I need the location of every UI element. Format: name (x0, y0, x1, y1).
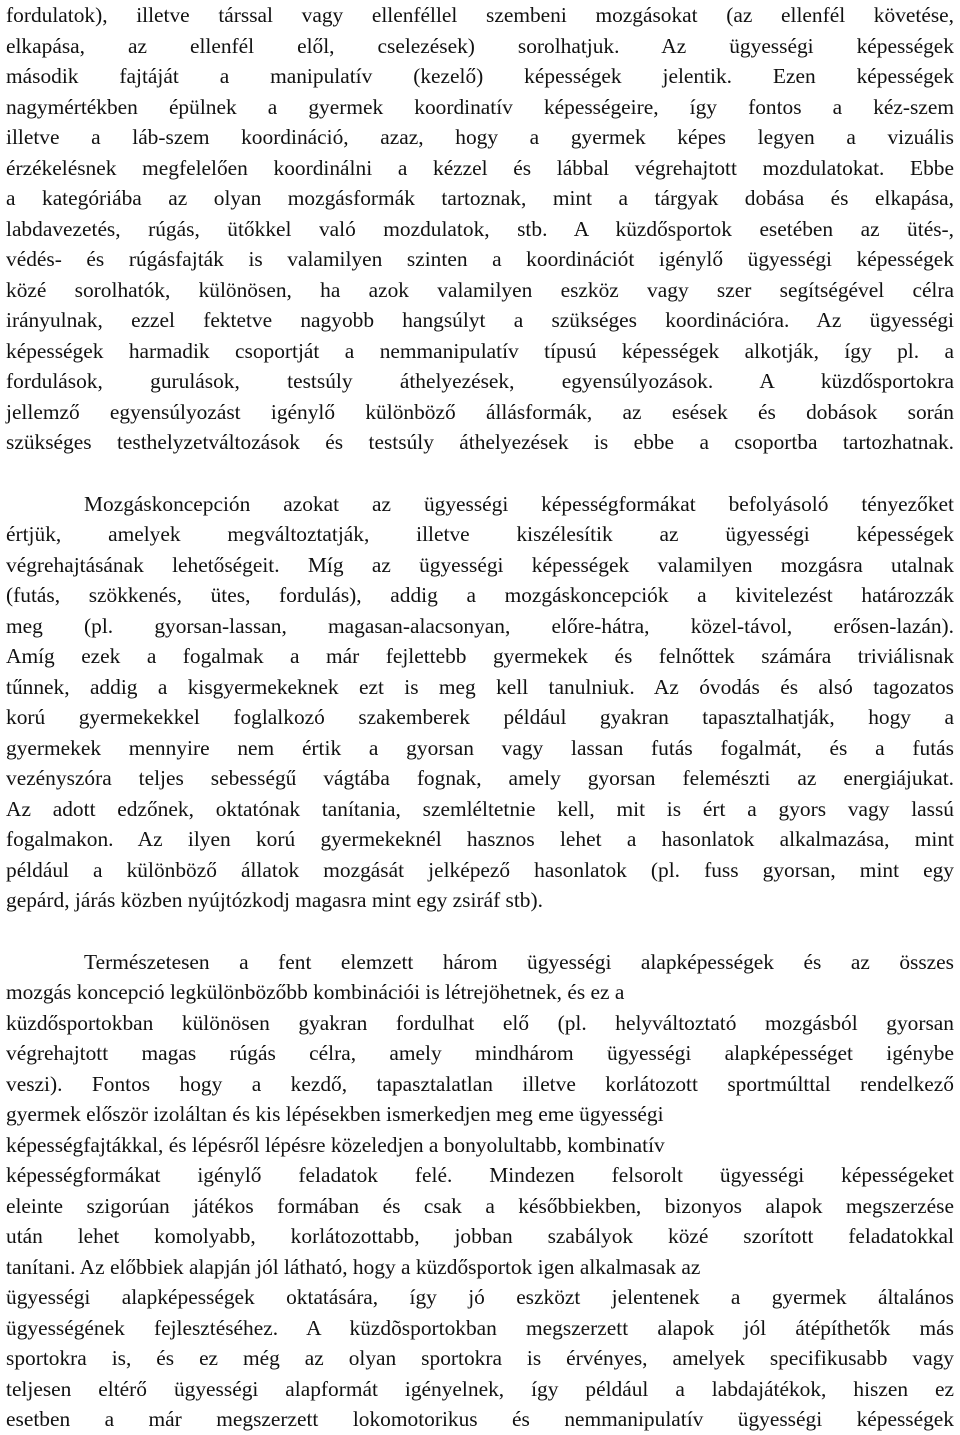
text-line: vezényszóra teljes sebességű vágtába fognak, amely gyorsan felemészti az energiájukat. (6, 766, 954, 790)
text-line: ügyességi alapképességek oktatására, így jó eszközt jelentenek a gyermek általános (6, 1285, 954, 1309)
text-line: fogalmakon. Az ilyen korú gyermekeknél hasznos lehet a hasonlatok alkalmazása, mint (6, 827, 954, 851)
text-line: tanítani. Az előbbiek alapján jól látható, hogy a küzdősportok igen alkalmasak az (6, 1254, 701, 1279)
text-line: tűnnek, addig a kisgyermekeknek ezt is meg kell tanulniuk. Az óvodás és alsó tagozatos (6, 674, 954, 699)
text-line: Az adott edzőnek, oktatónak tanítania, szemléltetnie kell, mit is ért a gyors vagy lassú (6, 796, 954, 821)
text-line: meg (pl. gyorsan-lassan, magasan-alacsonyan, előre-hátra, közel-távol, erősen-lazán). (6, 613, 954, 638)
text-line: például a különböző állatok mozgását jelképező hasonlatok (pl. fuss gyorsan, mint egy (6, 857, 954, 882)
text-line: a kategóriába az olyan mozgásformák tartoznak, mint a tárgyak dobása és elkapása, (6, 186, 954, 210)
text-line: esetben a már megszerzett lokomotorikus és nemmanipulatív ügyességi képességek (6, 1407, 954, 1431)
text-line: szükséges testhelyzetváltozások és testsúly áthelyezések is ebbe a csoportba tartozhatnak. (6, 430, 954, 454)
text-line: képességfajtákkal, és lépésről lépésre közeledjen a bonyolultabb, kombinatív (6, 1132, 665, 1157)
text-line: végrehajtott magas rúgás célra, amely mindhárom ügyességi alapképességet igénybe (6, 1041, 954, 1065)
text-line: fordulatok), illetve társsal vagy ellenféllel szembeni mozgásokat (az ellenfél követése, (6, 3, 954, 27)
text-line: mozgás koncepció legkülönbözőbb kombinációi is létrejöhetnek, és ez a (6, 980, 625, 1004)
text-line: sportokra is, és ez még az olyan sportokra is érvényes, amelyek specifikusabb vagy (6, 1346, 954, 1370)
text-line: irányulnak, ezzel fektetve nagyobb hangsúlyt a szükséges koordinációra. Az ügyességi (6, 308, 954, 332)
paragraph-3 (6, 947, 954, 1435)
text-line: elkapása, az ellenfél elől, cselezések) sorolhatjuk. Az ügyességi képességek (6, 33, 954, 58)
text-line: második fajtáját a manipulatív (kezelő) képességek jelentik. Ezen képességek (6, 64, 954, 88)
text-line: teljesen eltérő ügyességi alapformát igényelnek, így például a labdajátékok, hiszen ez (6, 1376, 954, 1401)
text-line: labdavezetés, rúgás, ütőkkel való mozdulatok, stb. A küzdősportok esetében az ütés-, (6, 216, 954, 241)
paragraph-gap (6, 916, 954, 947)
text-line: végrehajtásának lehetőségeit. Míg az ügyességi képességek valamilyen mozgásra utalnak (6, 552, 954, 577)
text-line: védés- és rúgásfajták is valamilyen szinten a koordinációt igénylő ügyességi képességek (6, 247, 954, 271)
text-line: ügyességének fejlesztéséhez. A küzdõsportokban megszerzett alapok jól átépíthetők más (6, 1315, 954, 1340)
text-line: veszi). Fontos hogy a kezdő, tapasztalatlan illetve korlátozott sportmúlttal rendelkező (6, 1071, 954, 1096)
document-page (6, 0, 954, 1435)
text-line: gepárd, járás közben nyújtózkodj magasra mint egy zsiráf stb). (6, 888, 543, 912)
text-line: képességek harmadik csoportját a nemmanipulatív típusú képességek alkotják, így pl. a (6, 338, 954, 363)
text-line: Amíg ezek a fogalmak a már fejlettebb gyermekek és felnőttek számára triviálisnak (6, 644, 954, 668)
text-line: után lehet komolyabb, korlátozottabb, jobban szabályok közé szorított feladatokkal (6, 1224, 954, 1248)
text-line: eleinte szigorúan játékos formában és csak a későbbiekben, bizonyos alapok megszerzése (6, 1193, 954, 1218)
text-line: nagymértékben épülnek a gyermek koordinatív képességeire, így fontos a kéz-szem (6, 94, 954, 119)
paragraph-1 (6, 0, 954, 458)
text-line: korú gyermekekkel foglalkozó szakemberek például gyakran tapasztalhatják, hogy a (6, 705, 954, 729)
text-line: érzékelésnek megfelelően koordinálni a kézzel és lábbal végrehajtott mozdulatokat. Ebbe (6, 155, 954, 180)
text-line: Természetesen a fent elemzett három ügyességi alapképességek és az összes (84, 949, 954, 974)
text-line: értjük, amelyek megváltoztatják, illetve kiszélesítik az ügyességi képességek (6, 522, 954, 546)
text-line: gyermek először izoláltan és kis lépésekben ismerkedjen meg eme ügyességi (6, 1102, 664, 1126)
text-line: képességformákat igénylő feladatok felé. Mindezen felsorolt ügyességi képességeket (6, 1163, 954, 1187)
text-line: jellemző egyensúlyozást igénylő különböző állásformák, az esések és dobások során (6, 399, 954, 424)
text-line: fordulások, gurulások, testsúly áthelyezések, egyensúlyozások. A küzdősportokra (6, 369, 954, 393)
text-line: Mozgáskoncepción azokat az ügyességi képességformákat befolyásoló tényezőket (84, 491, 954, 516)
text-line: (futás, szökkenés, ütes, fordulás), addig a mozgáskoncepciók a kivitelezést határozzák (6, 583, 954, 607)
paragraph-2 (6, 489, 954, 916)
text-line: gyermekek mennyire nem értik a gyorsan vagy lassan futás fogalmát, és a futás (6, 735, 954, 760)
text-line: közé sorolhatók, különösen, ha azok valamilyen eszköz vagy szer segítségével célra (6, 277, 954, 302)
paragraph-gap (6, 458, 954, 489)
text-line: illetve a láb-szem koordináció, azaz, hogy a gyermek képes legyen a vizuális (6, 125, 954, 149)
text-line: küzdősportokban különösen gyakran fordulhat elő (pl. helyváltoztató mozgásból gyorsan (6, 1010, 954, 1035)
